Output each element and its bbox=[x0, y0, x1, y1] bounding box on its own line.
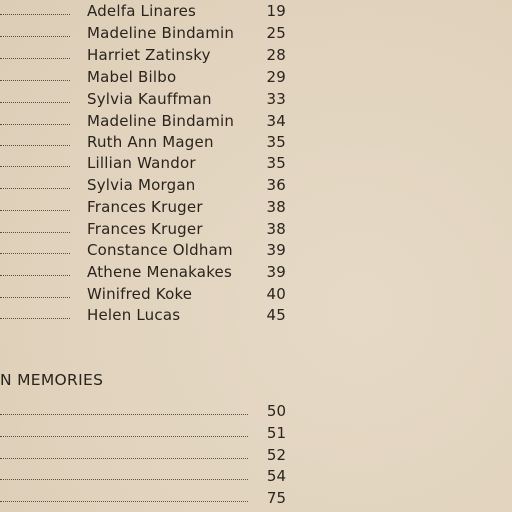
page-number: 52 bbox=[266, 446, 286, 464]
author-name: Constance Oldham bbox=[87, 241, 233, 259]
author-name: Harriet Zatinsky bbox=[87, 46, 211, 64]
contents-row bbox=[0, 239, 300, 261]
page-number: 28 bbox=[266, 46, 286, 64]
author-name: Madeline Bindamin bbox=[87, 24, 235, 42]
contents-row bbox=[0, 283, 300, 305]
page-number: 38 bbox=[266, 220, 286, 238]
section-heading: N MEMORIES bbox=[0, 371, 104, 389]
page-number: 51 bbox=[266, 424, 286, 442]
author-name: Mabel Bilbo bbox=[87, 68, 177, 86]
contents-row bbox=[0, 218, 300, 240]
page-number: 35 bbox=[266, 154, 286, 172]
dot-leader bbox=[0, 80, 70, 81]
page-number: 29 bbox=[266, 68, 286, 86]
contents-row bbox=[0, 131, 300, 153]
page-number: 38 bbox=[266, 198, 286, 216]
dot-leader bbox=[0, 14, 70, 15]
contents-row bbox=[0, 110, 300, 132]
page-number: 50 bbox=[266, 402, 286, 420]
author-name: Frances Kruger bbox=[87, 220, 203, 238]
dot-leader bbox=[0, 253, 70, 254]
page-number: 54 bbox=[266, 467, 286, 485]
memories-row bbox=[0, 487, 300, 509]
dot-leader bbox=[0, 36, 70, 37]
contents-row bbox=[0, 152, 300, 174]
dot-leader bbox=[0, 232, 70, 233]
author-name: Helen Lucas bbox=[87, 306, 181, 324]
author-name: Adelfa Linares bbox=[87, 2, 197, 20]
dot-leader bbox=[0, 124, 70, 125]
page-number: 40 bbox=[266, 285, 286, 303]
contents-row bbox=[0, 66, 300, 88]
dot-leader bbox=[0, 501, 248, 502]
page-number: 36 bbox=[266, 176, 286, 194]
contents-row bbox=[0, 196, 300, 218]
author-name: Sylvia Morgan bbox=[87, 176, 196, 194]
author-name: Athene Menakakes bbox=[87, 263, 232, 281]
contents-row bbox=[0, 88, 300, 110]
page-number: 25 bbox=[266, 24, 286, 42]
page-number: 39 bbox=[266, 263, 286, 281]
dot-leader bbox=[0, 318, 70, 319]
contents-row bbox=[0, 304, 300, 326]
page-number: 75 bbox=[266, 489, 286, 507]
dot-leader bbox=[0, 210, 70, 211]
contents-row bbox=[0, 0, 300, 22]
author-name: Sylvia Kauffman bbox=[87, 90, 212, 108]
page-number: 33 bbox=[266, 90, 286, 108]
author-name: Lillian Wandor bbox=[87, 154, 196, 172]
author-name: Frances Kruger bbox=[87, 198, 203, 216]
dot-leader bbox=[0, 145, 70, 146]
page-number: 34 bbox=[266, 112, 286, 130]
page-number: 19 bbox=[266, 2, 286, 20]
page-number: 39 bbox=[266, 241, 286, 259]
dot-leader bbox=[0, 275, 70, 276]
page-number: 35 bbox=[266, 133, 286, 151]
contents-row bbox=[0, 261, 300, 283]
dot-leader bbox=[0, 479, 248, 480]
dot-leader bbox=[0, 58, 70, 59]
author-name: Ruth Ann Magen bbox=[87, 133, 214, 151]
dot-leader bbox=[0, 414, 248, 415]
dot-leader bbox=[0, 297, 70, 298]
dot-leader bbox=[0, 166, 70, 167]
dot-leader bbox=[0, 188, 70, 189]
memories-row bbox=[0, 444, 300, 466]
memories-row bbox=[0, 400, 300, 422]
author-name: Madeline Bindamin bbox=[87, 112, 235, 130]
dot-leader bbox=[0, 102, 70, 103]
memories-row bbox=[0, 465, 300, 487]
memories-row bbox=[0, 422, 300, 444]
contents-row bbox=[0, 22, 300, 44]
author-name: Winifred Koke bbox=[87, 285, 193, 303]
contents-row bbox=[0, 174, 300, 196]
contents-row bbox=[0, 44, 300, 66]
dot-leader bbox=[0, 436, 248, 437]
dot-leader bbox=[0, 458, 248, 459]
page-number: 45 bbox=[266, 306, 286, 324]
